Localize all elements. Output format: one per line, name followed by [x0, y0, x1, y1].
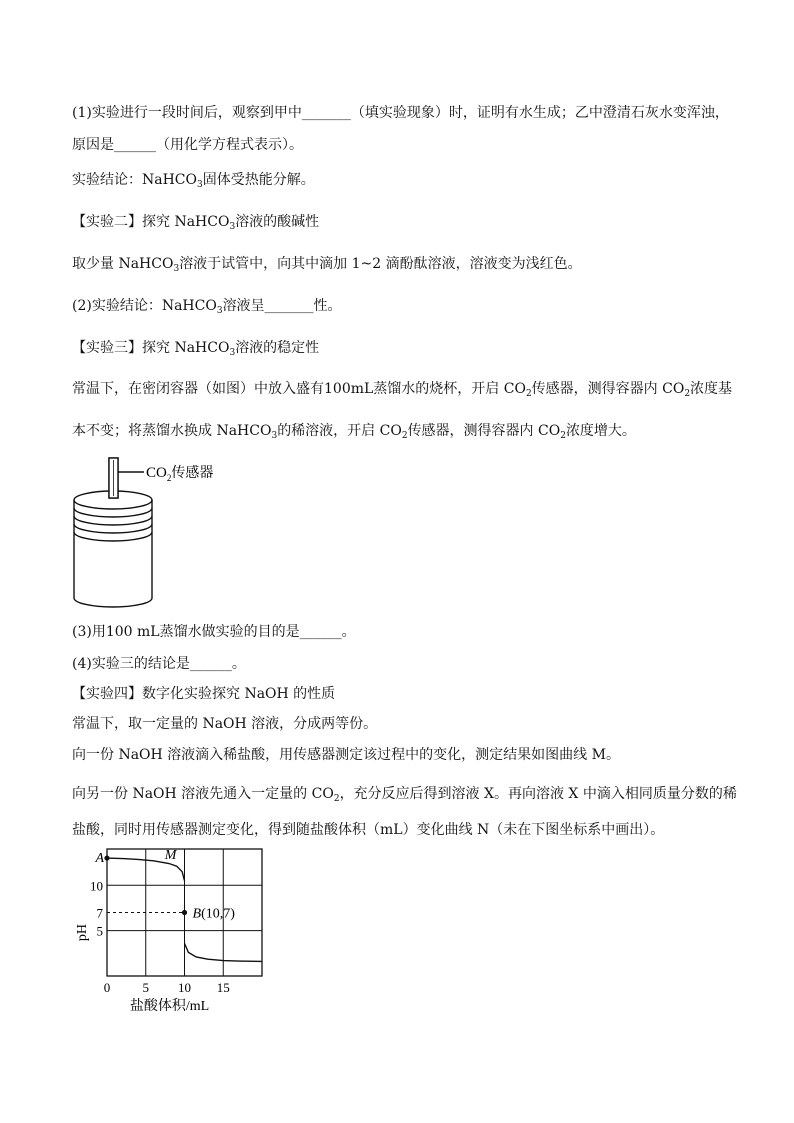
x-axis-label: 盐酸体积/mL — [129, 999, 210, 1014]
y-axis-label: pH — [75, 923, 90, 942]
x-tick-label: 10 — [178, 980, 191, 995]
point-b — [182, 910, 187, 915]
question-2: (2)实验结论：NaHCO$_3$溶液呈_______性。 — [72, 298, 342, 316]
y-tick-label: 7 — [96, 905, 103, 921]
experiment-2-procedure: 取少量 NaHCO$_3$溶液于试管中，向其中滴加 1~2 滴酚酞溶液，溶液变为浅红色。 — [72, 256, 582, 274]
experiment-4-line-1: 常温下，取一定量的 NaOH 溶液，分成两等份。 — [72, 716, 378, 732]
experiment-4-line-2: 向一份 NaOH 溶液滴入稀盐酸，用传感器测定该过程中的变化，测定结果如图曲线 M。 — [72, 747, 620, 763]
x-tick-label: 0 — [103, 980, 111, 995]
y-tick-label: 10 — [90, 878, 103, 894]
experiment-3-heading: 【实验三】探究 NaHCO$_3$溶液的稳定性 — [72, 340, 320, 358]
ph-chart-svg — [72, 844, 272, 1014]
x-tick-label: 5 — [142, 980, 149, 995]
x-tick-label: 15 — [216, 980, 230, 995]
question-1-line-1: (1)实验进行一段时间后，观察到甲中_______（填实验现象）时，证明有水生成；乙中澄清石灰水变浑浊， — [72, 105, 729, 121]
sensor-label: $CO_2$传感器 — [146, 465, 214, 483]
question-4: (4)实验三的结论是______。 — [72, 656, 246, 672]
experiment-4-line-4: 盐酸，同时用传感器测定变化，得到随盐酸体积（mL）变化曲线 N（未在下图坐标系中画出）。 — [72, 822, 665, 838]
point-label-b: B(10,7) — [192, 906, 235, 922]
ph-chart — [72, 844, 272, 1014]
sealed-container-figure — [68, 452, 238, 614]
container-body — [74, 532, 152, 607]
y-tick-label: 5 — [96, 923, 103, 939]
experiment-3-line-2: 本不变；将蒸馏水换成 NaHCO$_3$的稀溶液，开启 $CO_2$传感器，测得容器内 $CO_2$浓度增大。 — [72, 423, 636, 441]
question-3: (3)用100 mL蒸馏水做实验的目的是______。 — [72, 624, 356, 640]
point-label-a: A — [95, 851, 104, 867]
experiment-3-line-1: 常温下，在密闭容器（如图）中放入盛有100mL蒸馏水的烧杯，开启 $CO_2$传感器，测得容器内 $CO_2$浓度基 — [72, 381, 733, 399]
point-a — [104, 855, 109, 860]
curve-label-m: M — [164, 847, 177, 863]
experiment-4-line-3: 向另一份 NaOH 溶液先通入一定量的 $CO_2$，充分反应后得到溶液 X。再向溶液 X 中滴入相同质量分数的稀 — [72, 786, 737, 804]
conclusion-1: 实验结论：NaHCO$_3$固体受热能分解。 — [72, 172, 315, 190]
experiment-4-heading: 【实验四】数字化实验探究 NaOH 的性质 — [72, 686, 336, 702]
container-diagram — [68, 452, 238, 614]
experiment-2-heading: 【实验二】探究 NaHCO$_3$溶液的酸碱性 — [72, 214, 320, 232]
question-1-line-2: 原因是______（用化学方程式表示）。 — [72, 137, 303, 153]
